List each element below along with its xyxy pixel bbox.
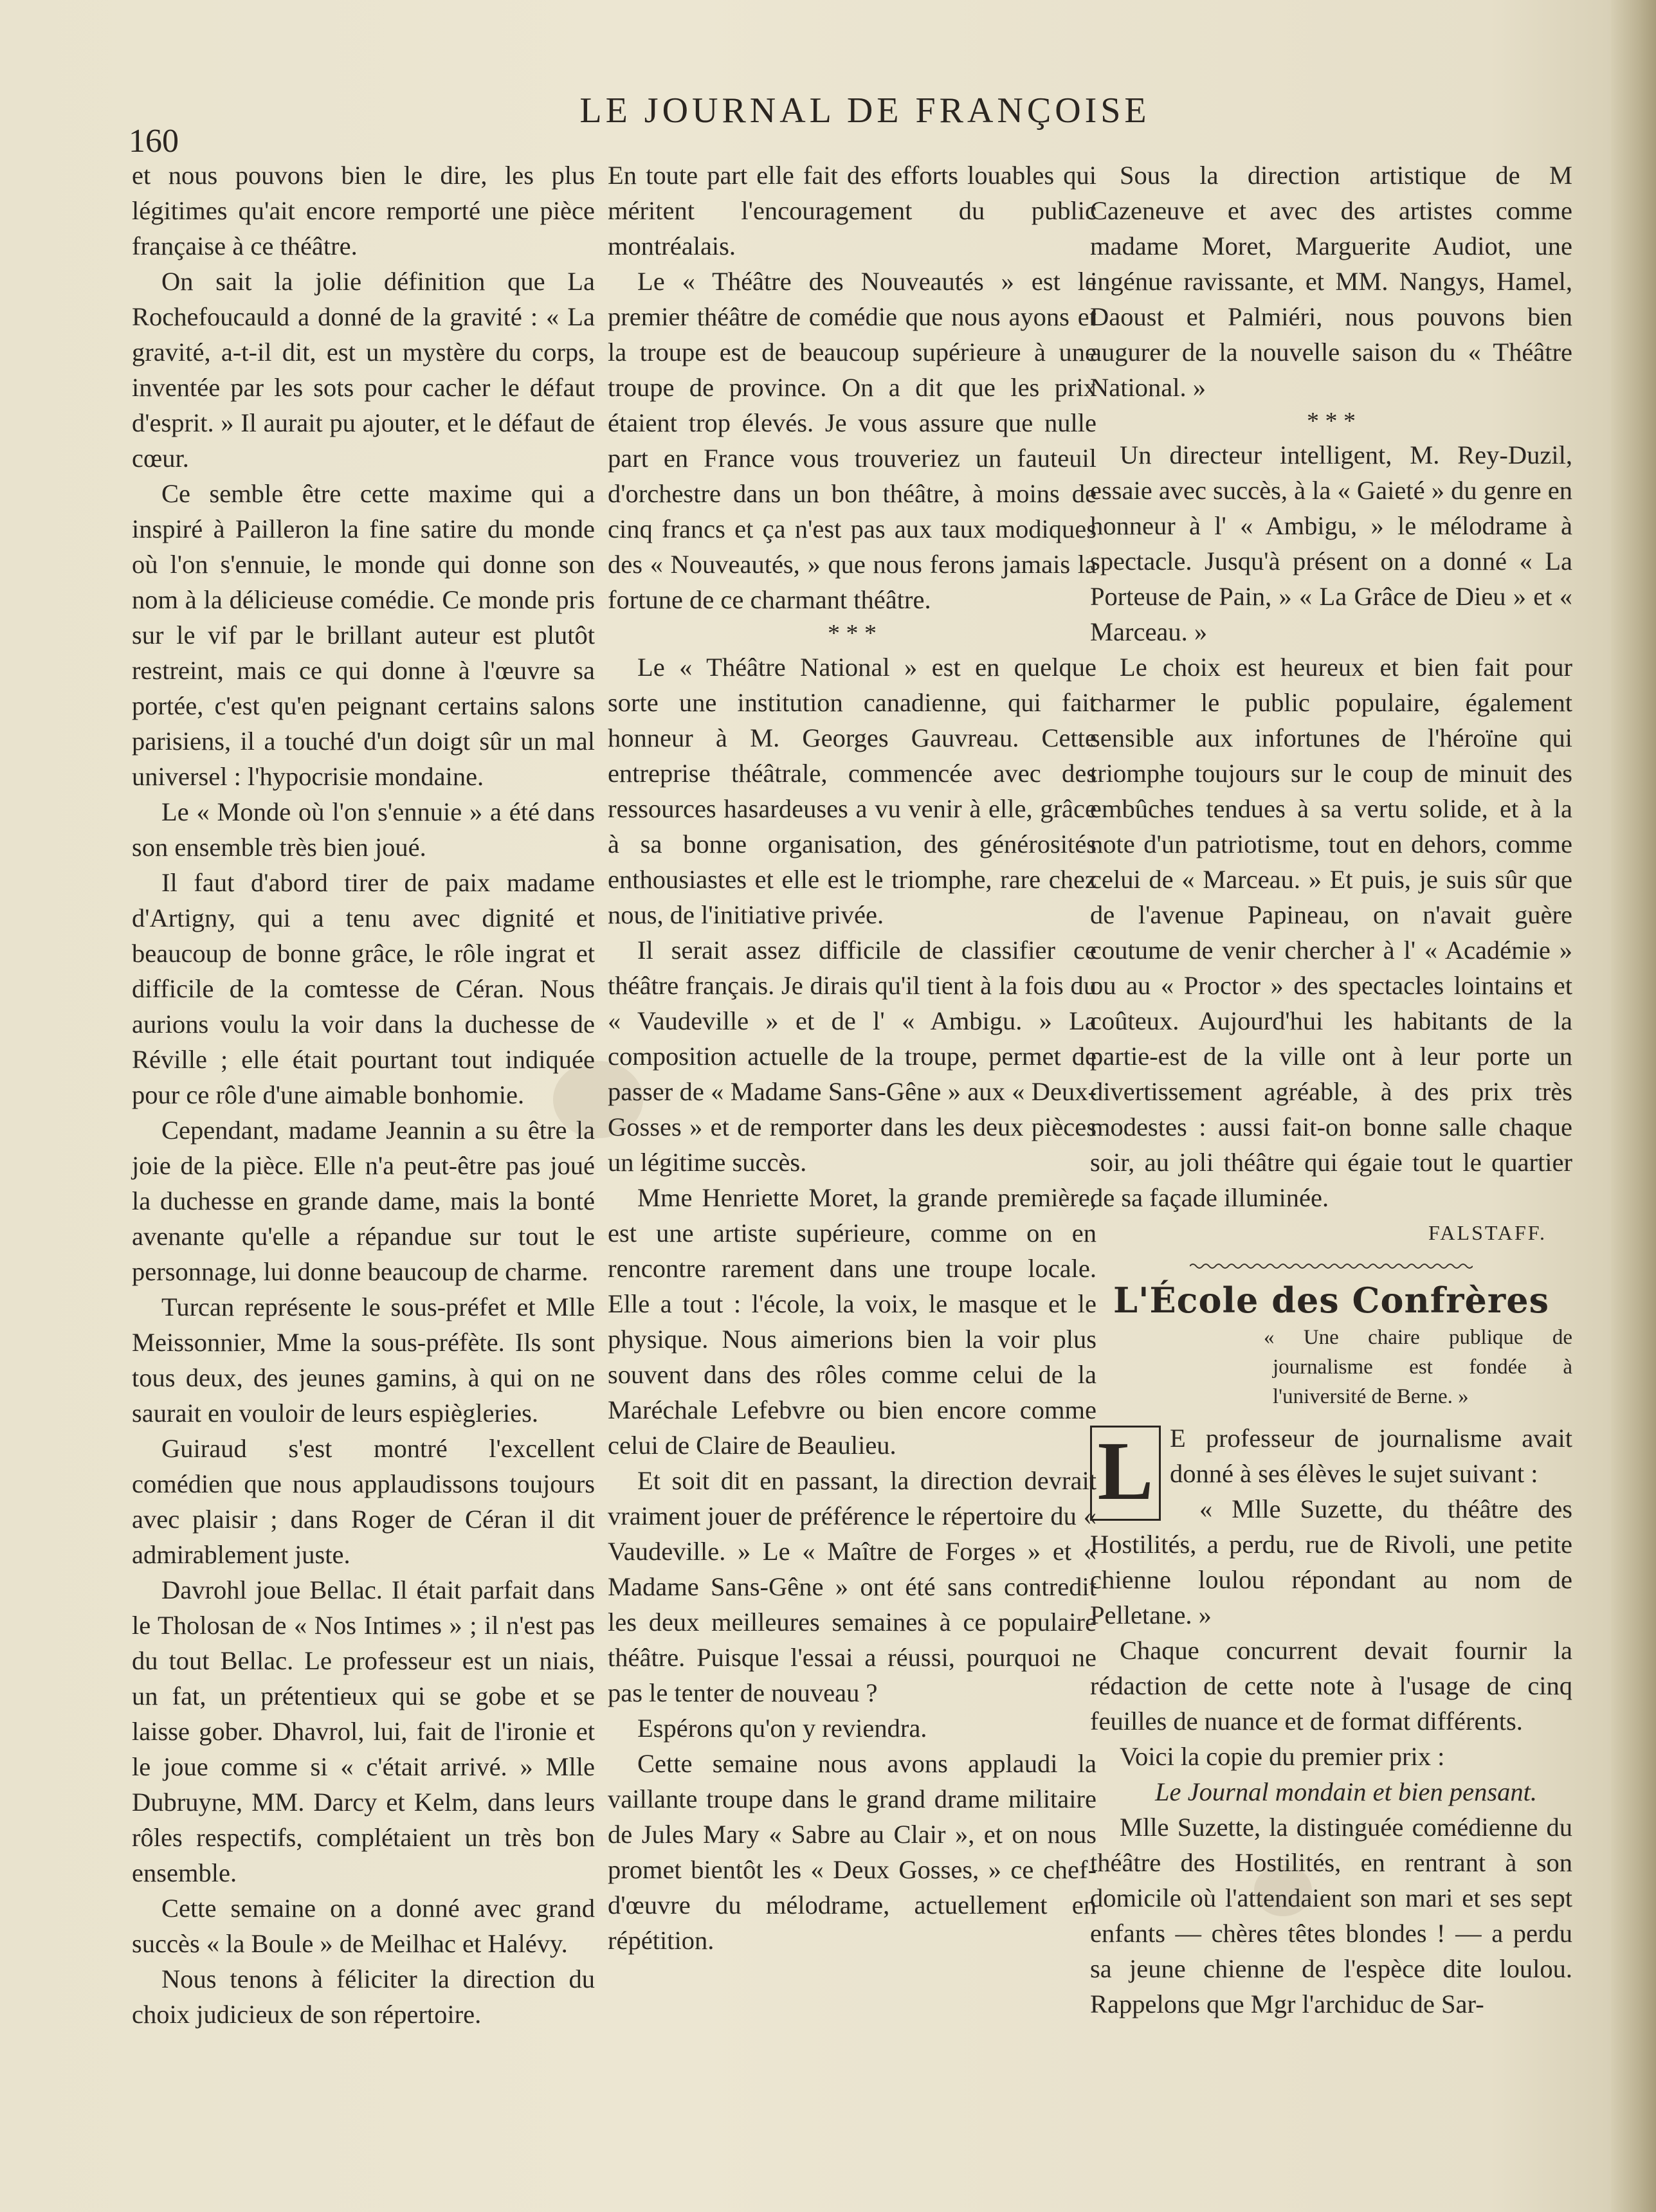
paragraph: Chaque concurrent devait fournir la rédaction de cette note à l'usage de cinq feuilles de nuance et de format différents. bbox=[1090, 1636, 1572, 1736]
paragraph: Voici la copie du premier prix : bbox=[1120, 1742, 1445, 1771]
page-header bbox=[129, 77, 1601, 159]
paragraph: Le choix est heureux et bien fait pour charmer le public populaire, également sensible aux infortunes de l'héroïne qui triomphe toujours sur le coup de minuit des embûches tendues à sa vertu solide, et à la note d'un patriotisme, tout en dehors, comme celui de « Marceau. » Et puis, je suis sûr que de l'avenue Papineau, on n'avait guère coutume de venir chercher à l' « Académie » ou au « Proctor » des spectacles lointains et coûteux. Aujourd'hui les habitants de la partie-est de la ville ont à leur porte un divertissement agréable, à des prix très modestes : aussi fait-on bonne salle chaque soir, au joli théâtre qui égaie tout le quartier de sa façade illuminée. bbox=[1090, 653, 1572, 1212]
paragraph: Cette semaine nous avons applaudi la vaillante troupe dans le grand drame militaire de Jules Mary « Sabre au Clair », et on nous promet bientôt les « Deux Gosses, » ce chef-d'œuvre du mélodrame, actuellement en répétition. bbox=[608, 1749, 1096, 1955]
page-number: 160 bbox=[129, 123, 179, 159]
paragraph: Et soit dit en passant, la direction devrait vraiment jouer de préférence le répertoire du « Vaudeville. » Le « Maître de Forges » et « Madame Sans-Gêne » ont été sans contredit les deux meilleures semaines à ce populaire théâtre. Puisque l'essai a réussi, pourquoi ne pas le tenter de nouveau ? bbox=[608, 1466, 1096, 1707]
column-2 bbox=[608, 158, 1096, 1958]
italic-subheading: Le Journal mondain et bien pensant. bbox=[1155, 1777, 1537, 1806]
paragraph-with-dropcap bbox=[1090, 1420, 1572, 1518]
paragraph-text: E professeur de journalisme avait donné à ses élèves le sujet suivant : bbox=[1170, 1424, 1572, 1488]
paragraph: Nous tenons à féliciter la direction du choix judicieux de son répertoire. bbox=[132, 1964, 595, 2029]
paragraph: Mlle Suzette, la distinguée comédienne du théâtre des Hostilités, en rentrant à son domicile où l'attendaient son mari et ses sept enfants — chères têtes blondes ! — a perdu sa jeune chienne de l'espèce dite loulou. Rappelons que Mgr l'archiduc de Sar- bbox=[1090, 1813, 1572, 2018]
section-separator-stars: * * * bbox=[828, 620, 877, 647]
author-signature: FALSTAFF. bbox=[1428, 1221, 1547, 1244]
journal-title: LE JOURNAL DE FRANÇOISE bbox=[579, 91, 1151, 131]
paragraph: Mme Henriette Moret, la grande première, est une artiste supérieure, comme on en rencontre rarement dans une troupe locale. Elle a tout : l'école, la voix, le masque et le physique. Nous aimerions bien la voir plus souvent dans des rôles comme celui de la Maréchale Lefebvre ou bien encore comme celui de Claire de Beaulieu. bbox=[608, 1183, 1096, 1460]
paragraph: Guiraud s'est montré l'excellent comédien que nous applaudissons toujours avec plaisir ; dans Roger de Céran il dit admirablement juste. bbox=[132, 1434, 595, 1569]
section-title: L'École des Confrères bbox=[1113, 1280, 1550, 1321]
paragraph: Le « Monde où l'on s'ennuie » a été dans son ensemble très bien joué. bbox=[132, 797, 595, 862]
paragraph: Il faut d'abord tirer de paix madame d'Artigny, qui a tenu avec dignité et beaucoup de bonne grâce, le rôle ingrat et difficile de la comtesse de Céran. Nous aurions voulu la voir dans la duchesse de Réville ; elle était pourtant tout indiquée pour ce rôle d'une aimable bonhomie. bbox=[132, 868, 595, 1109]
section-separator-stars: * * * bbox=[1307, 408, 1356, 435]
paragraph: En toute part elle fait des efforts louables qui méritent l'encouragement du public montréalais. bbox=[608, 161, 1096, 260]
paragraph: Un directeur intelligent, M. Rey-Duzil, essaie avec succès, à la « Gaieté » du genre en honneur à l' « Ambigu, » le mélodrame à spectacle. Jusqu'à présent on a donné « La Porteuse de Pain, » « La Grâce de Dieu » et « Marceau. » bbox=[1090, 440, 1573, 646]
paragraph: Cette semaine on a donné avec grand succès « la Boule » de Meilhac et Halévy. bbox=[132, 1894, 595, 1958]
quoted-note: « Mlle Suzette, du théâtre des Hostilités, a perdu, rue de Rivoli, une petite chienne loulou répondant au nom de Pelletane. » bbox=[1090, 1494, 1572, 1629]
paragraph: Turcan représente le sous-préfet et Mlle Meissonnier, Mme la sous-préfète. Ils sont tous deux, des jeunes gamins, à qui on ne saurait en vouloir de leurs espiègleries. bbox=[132, 1292, 595, 1428]
paragraph: Espérons qu'on y reviendra. bbox=[637, 1714, 927, 1743]
epigraph: « Une chaire publique de journalisme est fondée à l'université de Berne. » bbox=[1264, 1326, 1572, 1408]
column-3 bbox=[1090, 158, 1572, 2022]
column-1 bbox=[132, 158, 595, 2032]
paragraph: et nous pouvons bien le dire, les plus légitimes qu'ait encore remporté une pièce française à ce théâtre. bbox=[132, 161, 595, 260]
paragraph: Sous la direction artistique de M Cazeneuve et avec des artistes comme madame Moret, Marguerite Audiot, une ingénue ravissante, et MM. Nangys, Hamel, Daoust et Palmiéri, nous pouvons bien augurer de la nouvelle saison du « Théâtre National. » bbox=[1090, 161, 1572, 402]
dropcap-letter: L bbox=[1090, 1426, 1161, 1521]
paragraph: Davrohl joue Bellac. Il était parfait dans le Tholosan de « Nos Intimes » ; il n'est pas du tout Bellac. Le professeur est un niais, un fat, un prétentieux qui se gobe et se laisse gober. Dhavrol, lui, fait de l'ironie et le joue comme si « c'était arrivé. » Mlle Dubruyne, MM. Darcy et Kelm, dans leurs rôles respectifs, complétaient un très bon ensemble. bbox=[132, 1575, 595, 1887]
paragraph: Il serait assez difficile de classifier ce théâtre français. Je dirais qu'il tient à la fois du « Vaudeville » et de l' « Ambigu. » La composition actuelle de la troupe, permet de passer de « Madame Sans-Gêne » aux « Deux-Gosses » et de remporter dans les deux pièces un légitime succès. bbox=[608, 936, 1096, 1177]
paragraph: On sait la jolie définition que La Rochefoucauld a donné de la gravité : « La gravité, a-t-il dit, est un mystère du corps, inventée par les sots pour cacher le défaut d'esprit. » Il aurait pu ajouter, et le défaut de cœur. bbox=[132, 267, 595, 473]
paragraph: Le « Théâtre des Nouveautés » est le premier théâtre de comédie que nous ayons et la troupe est de beaucoup supérieure à une troupe de province. On a dit que les prix étaient trop élevés. Je vous assure que nulle part en France vous trouveriez un fauteuil d'orchestre dans un bon théâtre, à moins de cinq francs et ça n'est pas aux taux modiques des « Nouveautés, » que nous ferons jamais la fortune de ce charmant théâtre. bbox=[608, 267, 1096, 614]
binding-edge bbox=[1611, 0, 1656, 2212]
paragraph: Le « Théâtre National » est en quelque sorte une institution canadienne, qui fait honneur à M. Georges Gauvreau. Cette entreprise théâtrale, commencée avec des ressources hasardeuses a vu venir à elle, grâce à sa bonne organisation, des générosités enthousiastes et elle est le triomphe, rare chez nous, de l'initiative privée. bbox=[608, 653, 1096, 929]
paragraph: Ce semble être cette maxime qui a inspiré à Pailleron la fine satire du monde où l'on s'ennuie, le monde qui donne son nom à la délicieuse comédie. Ce monde pris sur le vif par le brillant auteur est plutôt restreint, mais ce qui donne à l'œuvre sa portée, c'est qu'en peignant certains salons parisiens, il a touché d'un doigt sûr un mal universel : l'hypocrisie mondaine. bbox=[132, 479, 595, 791]
wavy-rule-ornament bbox=[1090, 1261, 1572, 1271]
paragraph: Cependant, madame Jeannin a su être la joie de la pièce. Elle n'a peut-être pas joué la duchesse en grande dame, mais la bonté avenante qu'elle a répandue sur tout le personnage, lui donne beaucoup de charme. bbox=[132, 1116, 595, 1286]
